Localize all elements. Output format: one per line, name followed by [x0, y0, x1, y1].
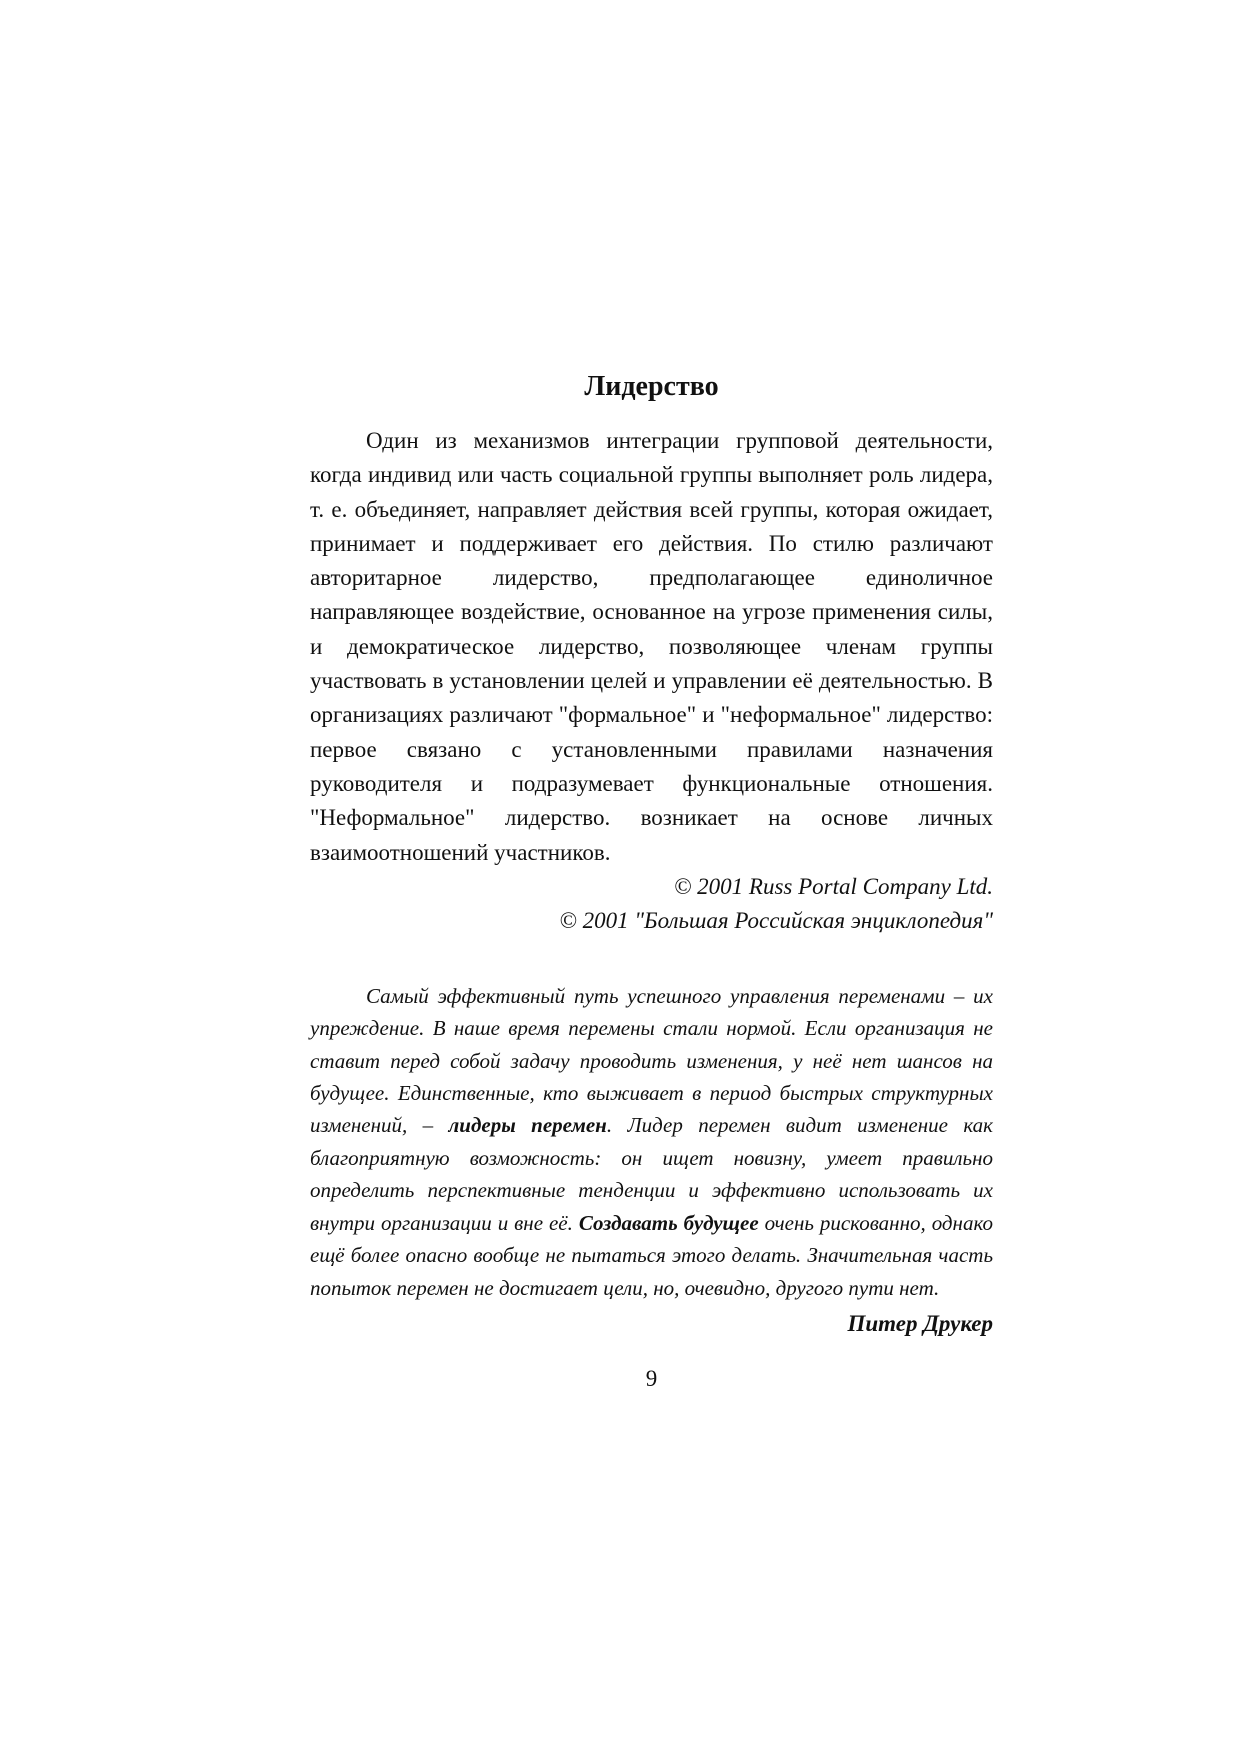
copyright-russ-portal: © 2001 Russ Portal Company Ltd.	[673, 873, 993, 899]
drucker-quote	[310, 980, 993, 1304]
quote-text-part2: . Лидер перемен видит изменение как благоприятную возможность: он ищет новизну, умеет правильно определить перспективные тенденции и эффективно использовать их внутри организации и вне её.	[310, 1113, 993, 1235]
page-number: 9	[645, 1365, 658, 1391]
article-title: Лидерство	[584, 371, 719, 402]
definition-paragraph: Один из механизмов интеграции групповой деятельности, когда индивид или часть социальной группы выполняет роль лидера, т. е. объединяет, направляет действия всей группы, которая ожидает, принимает и поддерживает его действия. По стилю различают авторитарное лидерство, предполагающее единоличное направляющее воздействие, основанное на угрозе применения силы, и демократическое лидерство, позволяющее членам группы участвовать в установлении целей и управлении её деятельностью. В организациях различают "формальное" и "неформальное" лидерство: первое связано с установленными правилами назначения руководителя и подразумевает функциональные отношения. "Неформальное" лидерство. возникает на основе личных взаимоотношений участников.	[310, 428, 993, 865]
copyright-encyclopedia: © 2001 "Большая Российская энциклопедия"	[559, 907, 993, 933]
quote-author: Питер Друкер	[847, 1310, 993, 1336]
quote-bold-leaders-of-change: лидеры перемен	[448, 1113, 607, 1138]
quote-text-part3: очень рискованно, однако ещё более опасно вообще не пытаться этого делать. Значительная часть попыток перемен не достигает цели, но, очевидно, другого пути нет.	[310, 1210, 994, 1300]
quote-text-part1: Самый эффективный путь успешного управления переменами – их упреждение. В наше время перемены стали нормой. Если организация не ставит перед собой задачу проводить изменения, у неё нет шансов на будущее. Единственные, кто выживает в период быстрых структурных изменений, –	[310, 983, 993, 1138]
quote-bold-create-future: Создавать будущее	[578, 1210, 759, 1235]
page-content	[310, 368, 993, 1394]
